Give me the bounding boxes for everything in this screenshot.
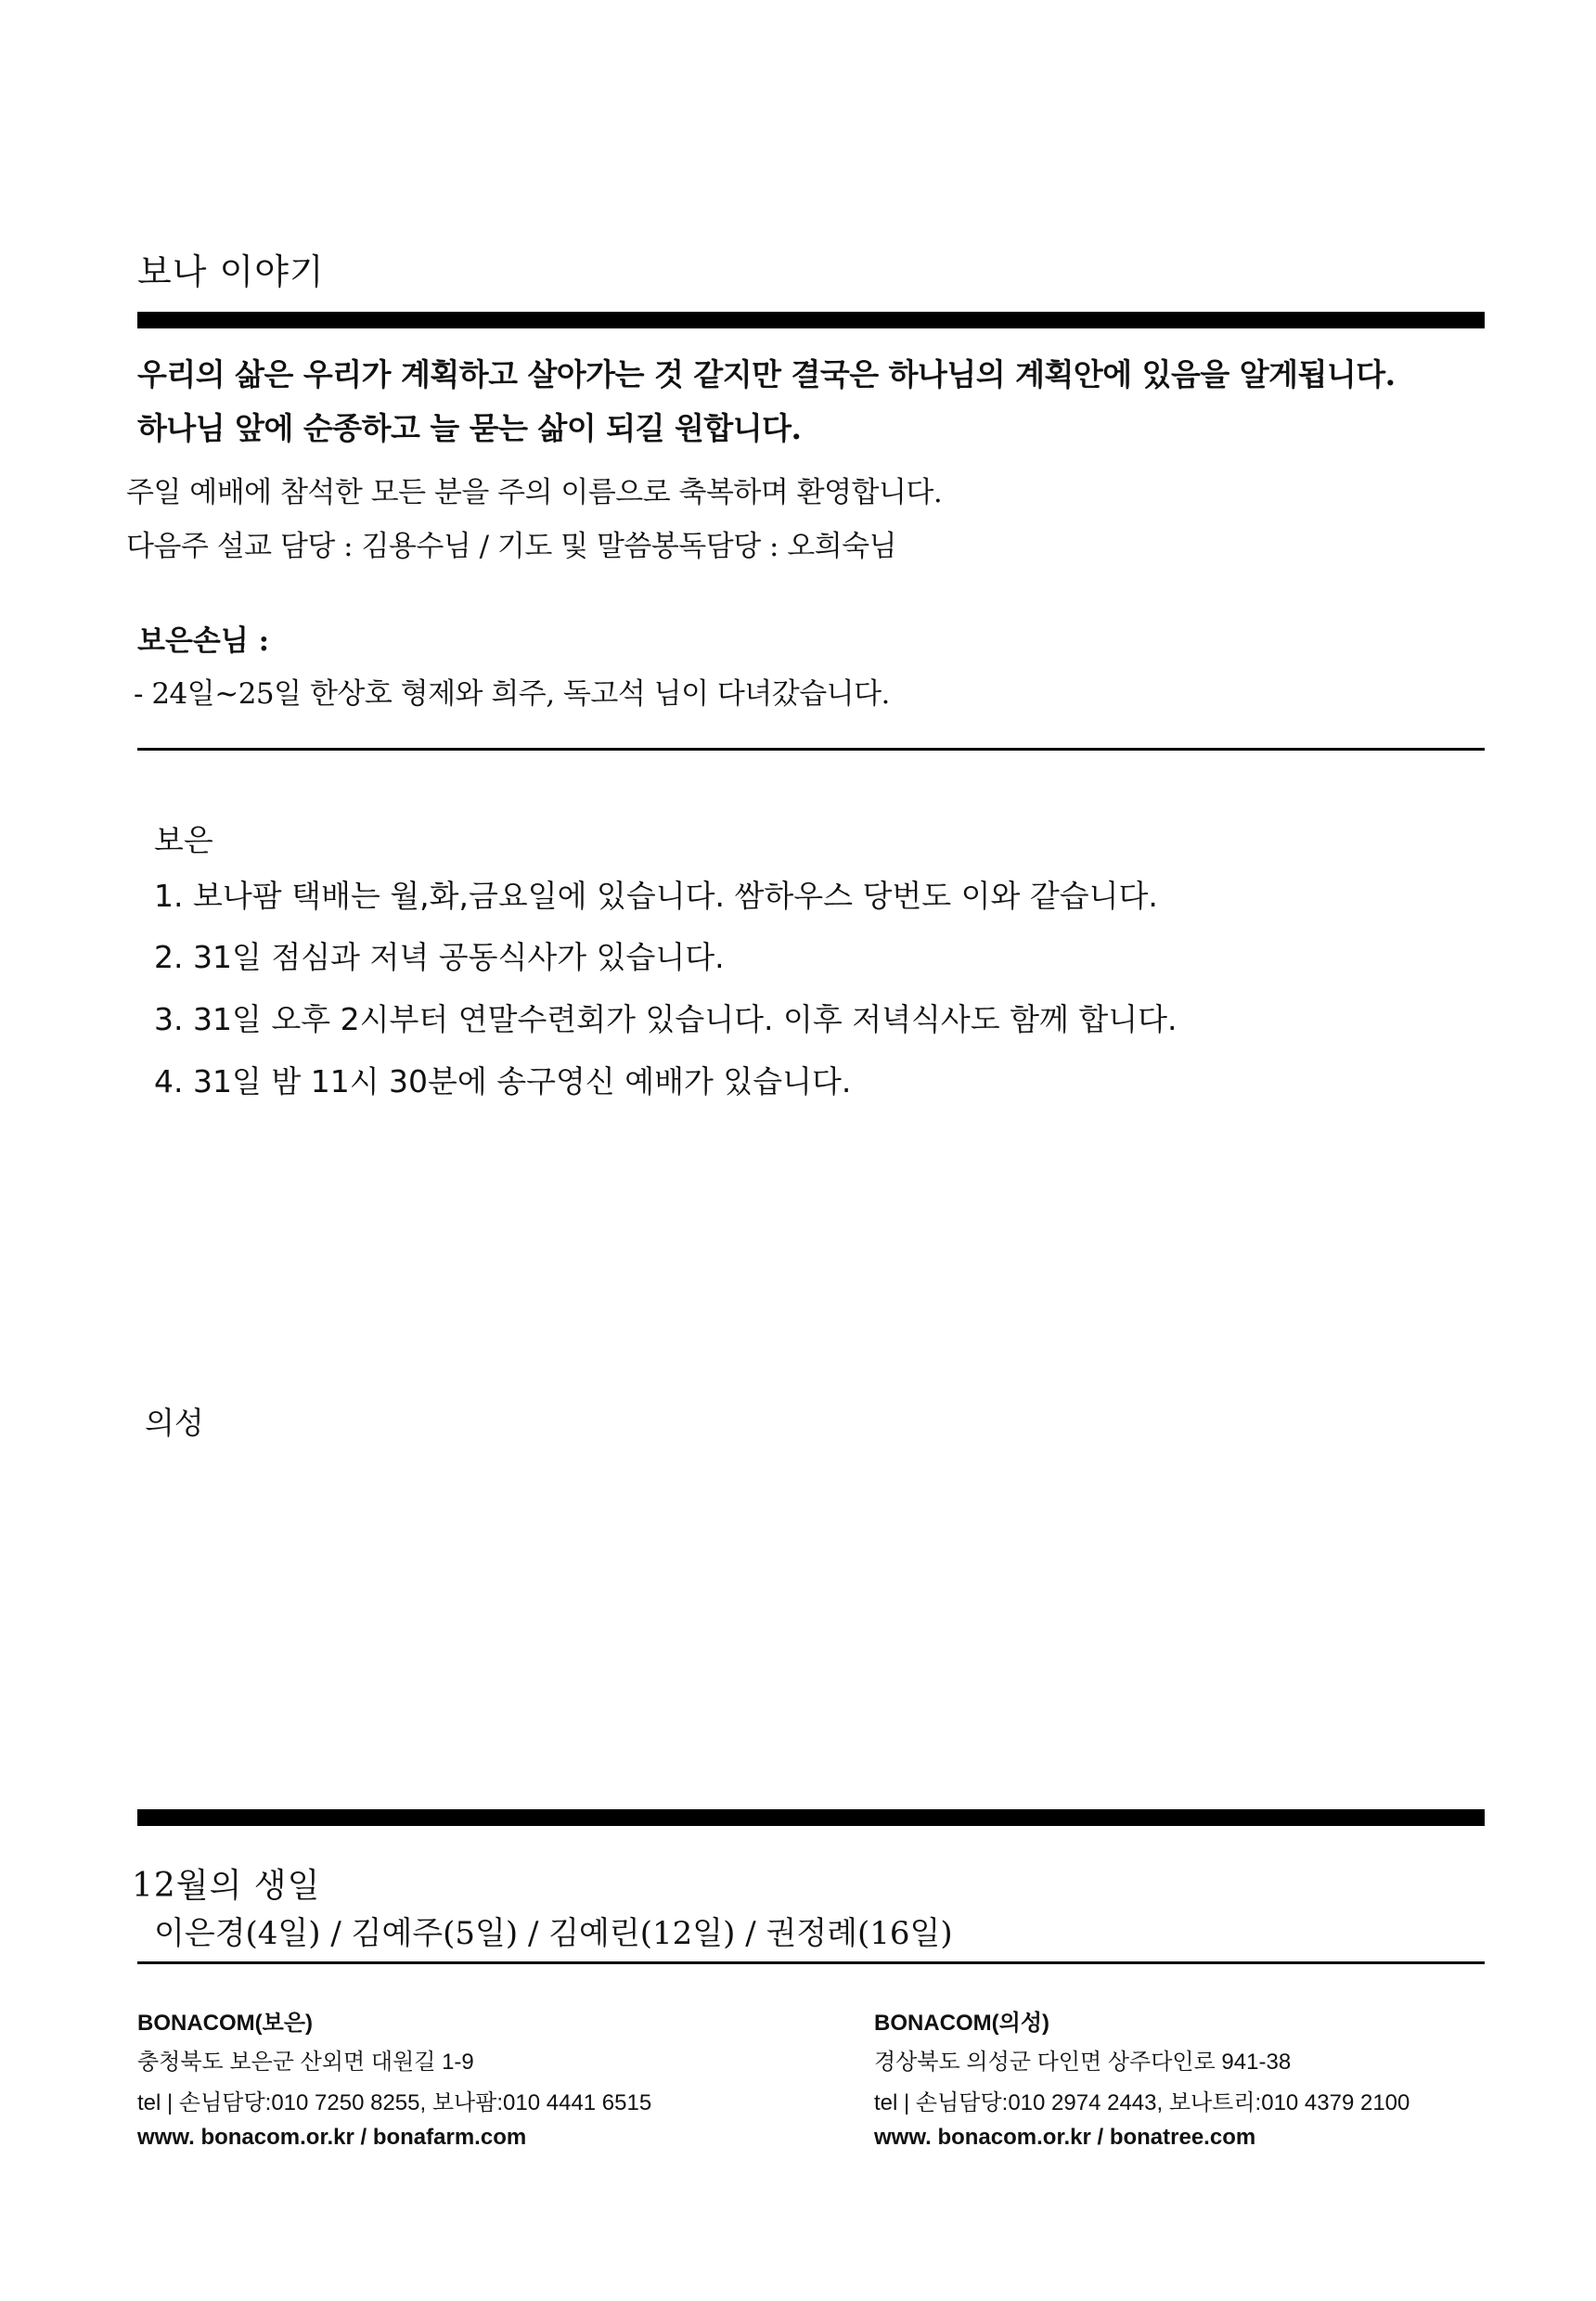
guests-title: 보은손님 : bbox=[137, 624, 270, 658]
birthday-list: 이은경(4일) / 김예주(5일) / 김예린(12일) / 권정례(16일) bbox=[154, 1915, 953, 1952]
notice-item: 1. 보나팜 택배는 월,화,금요일에 있습니다. 쌈하우스 당번도 이와 같습니다. bbox=[154, 878, 1158, 914]
footer-uiseong-tel: tel | 손님담당:010 2974 2443, 보나트리:010 4379 2100 bbox=[874, 2090, 1410, 2115]
notice-item: 4. 31일 밤 11시 30분에 송구영신 예배가 있습니다. bbox=[154, 1063, 852, 1099]
notice-item: 2. 31일 점심과 저녁 공동식사가 있습니다. bbox=[154, 939, 725, 975]
footer-boeun-tel: tel | 손님담당:010 7250 8255, 보나팜:010 4441 6515 bbox=[137, 2090, 652, 2115]
footer-divider bbox=[137, 1961, 1485, 1964]
birthday-divider bbox=[137, 1809, 1485, 1826]
footer-uiseong-web: www. bonacom.or.kr / bonatree.com bbox=[874, 2125, 1256, 2150]
guests-line: - 24일~25일 한상호 형제와 희주, 독고석 님이 다녀갔습니다. bbox=[134, 677, 890, 711]
uiseong-heading: 의성 bbox=[145, 1405, 204, 1441]
welcome-text: 주일 예배에 참석한 모든 분을 주의 이름으로 축복하며 환영합니다. bbox=[126, 476, 943, 509]
footer-boeun-address: 충청북도 보은군 산외면 대원길 1-9 bbox=[137, 2050, 474, 2075]
section-title: 보나 이야기 bbox=[137, 251, 325, 292]
next-week-duties: 다음주 설교 담당 : 김용수님 / 기도 및 말씀봉독담당 : 오희숙님 bbox=[126, 530, 897, 563]
intro-line-1: 우리의 삶은 우리가 계획하고 살아가는 것 같지만 결국은 하나님의 계획안에 있음을 알게됩니다. bbox=[137, 356, 1396, 392]
footer-boeun-name: BONACOM(보은) bbox=[137, 2011, 314, 2036]
guests-divider bbox=[137, 748, 1485, 751]
intro-line-2: 하나님 앞에 순종하고 늘 묻는 삶이 되길 원합니다. bbox=[137, 410, 802, 446]
footer-uiseong-address: 경상북도 의성군 다인면 상주다인로 941-38 bbox=[874, 2050, 1292, 2075]
footer-boeun-web: www. bonacom.or.kr / bonafarm.com bbox=[137, 2125, 527, 2150]
boeun-heading: 보은 bbox=[154, 822, 213, 858]
notice-item: 3. 31일 오후 2시부터 연말수련회가 있습니다. 이후 저녁식사도 함께 합니다. bbox=[154, 1001, 1178, 1037]
birthday-title: 12월의 생일 bbox=[132, 1867, 321, 1905]
footer-uiseong-name: BONACOM(의성) bbox=[874, 2011, 1050, 2036]
top-divider bbox=[137, 312, 1485, 328]
